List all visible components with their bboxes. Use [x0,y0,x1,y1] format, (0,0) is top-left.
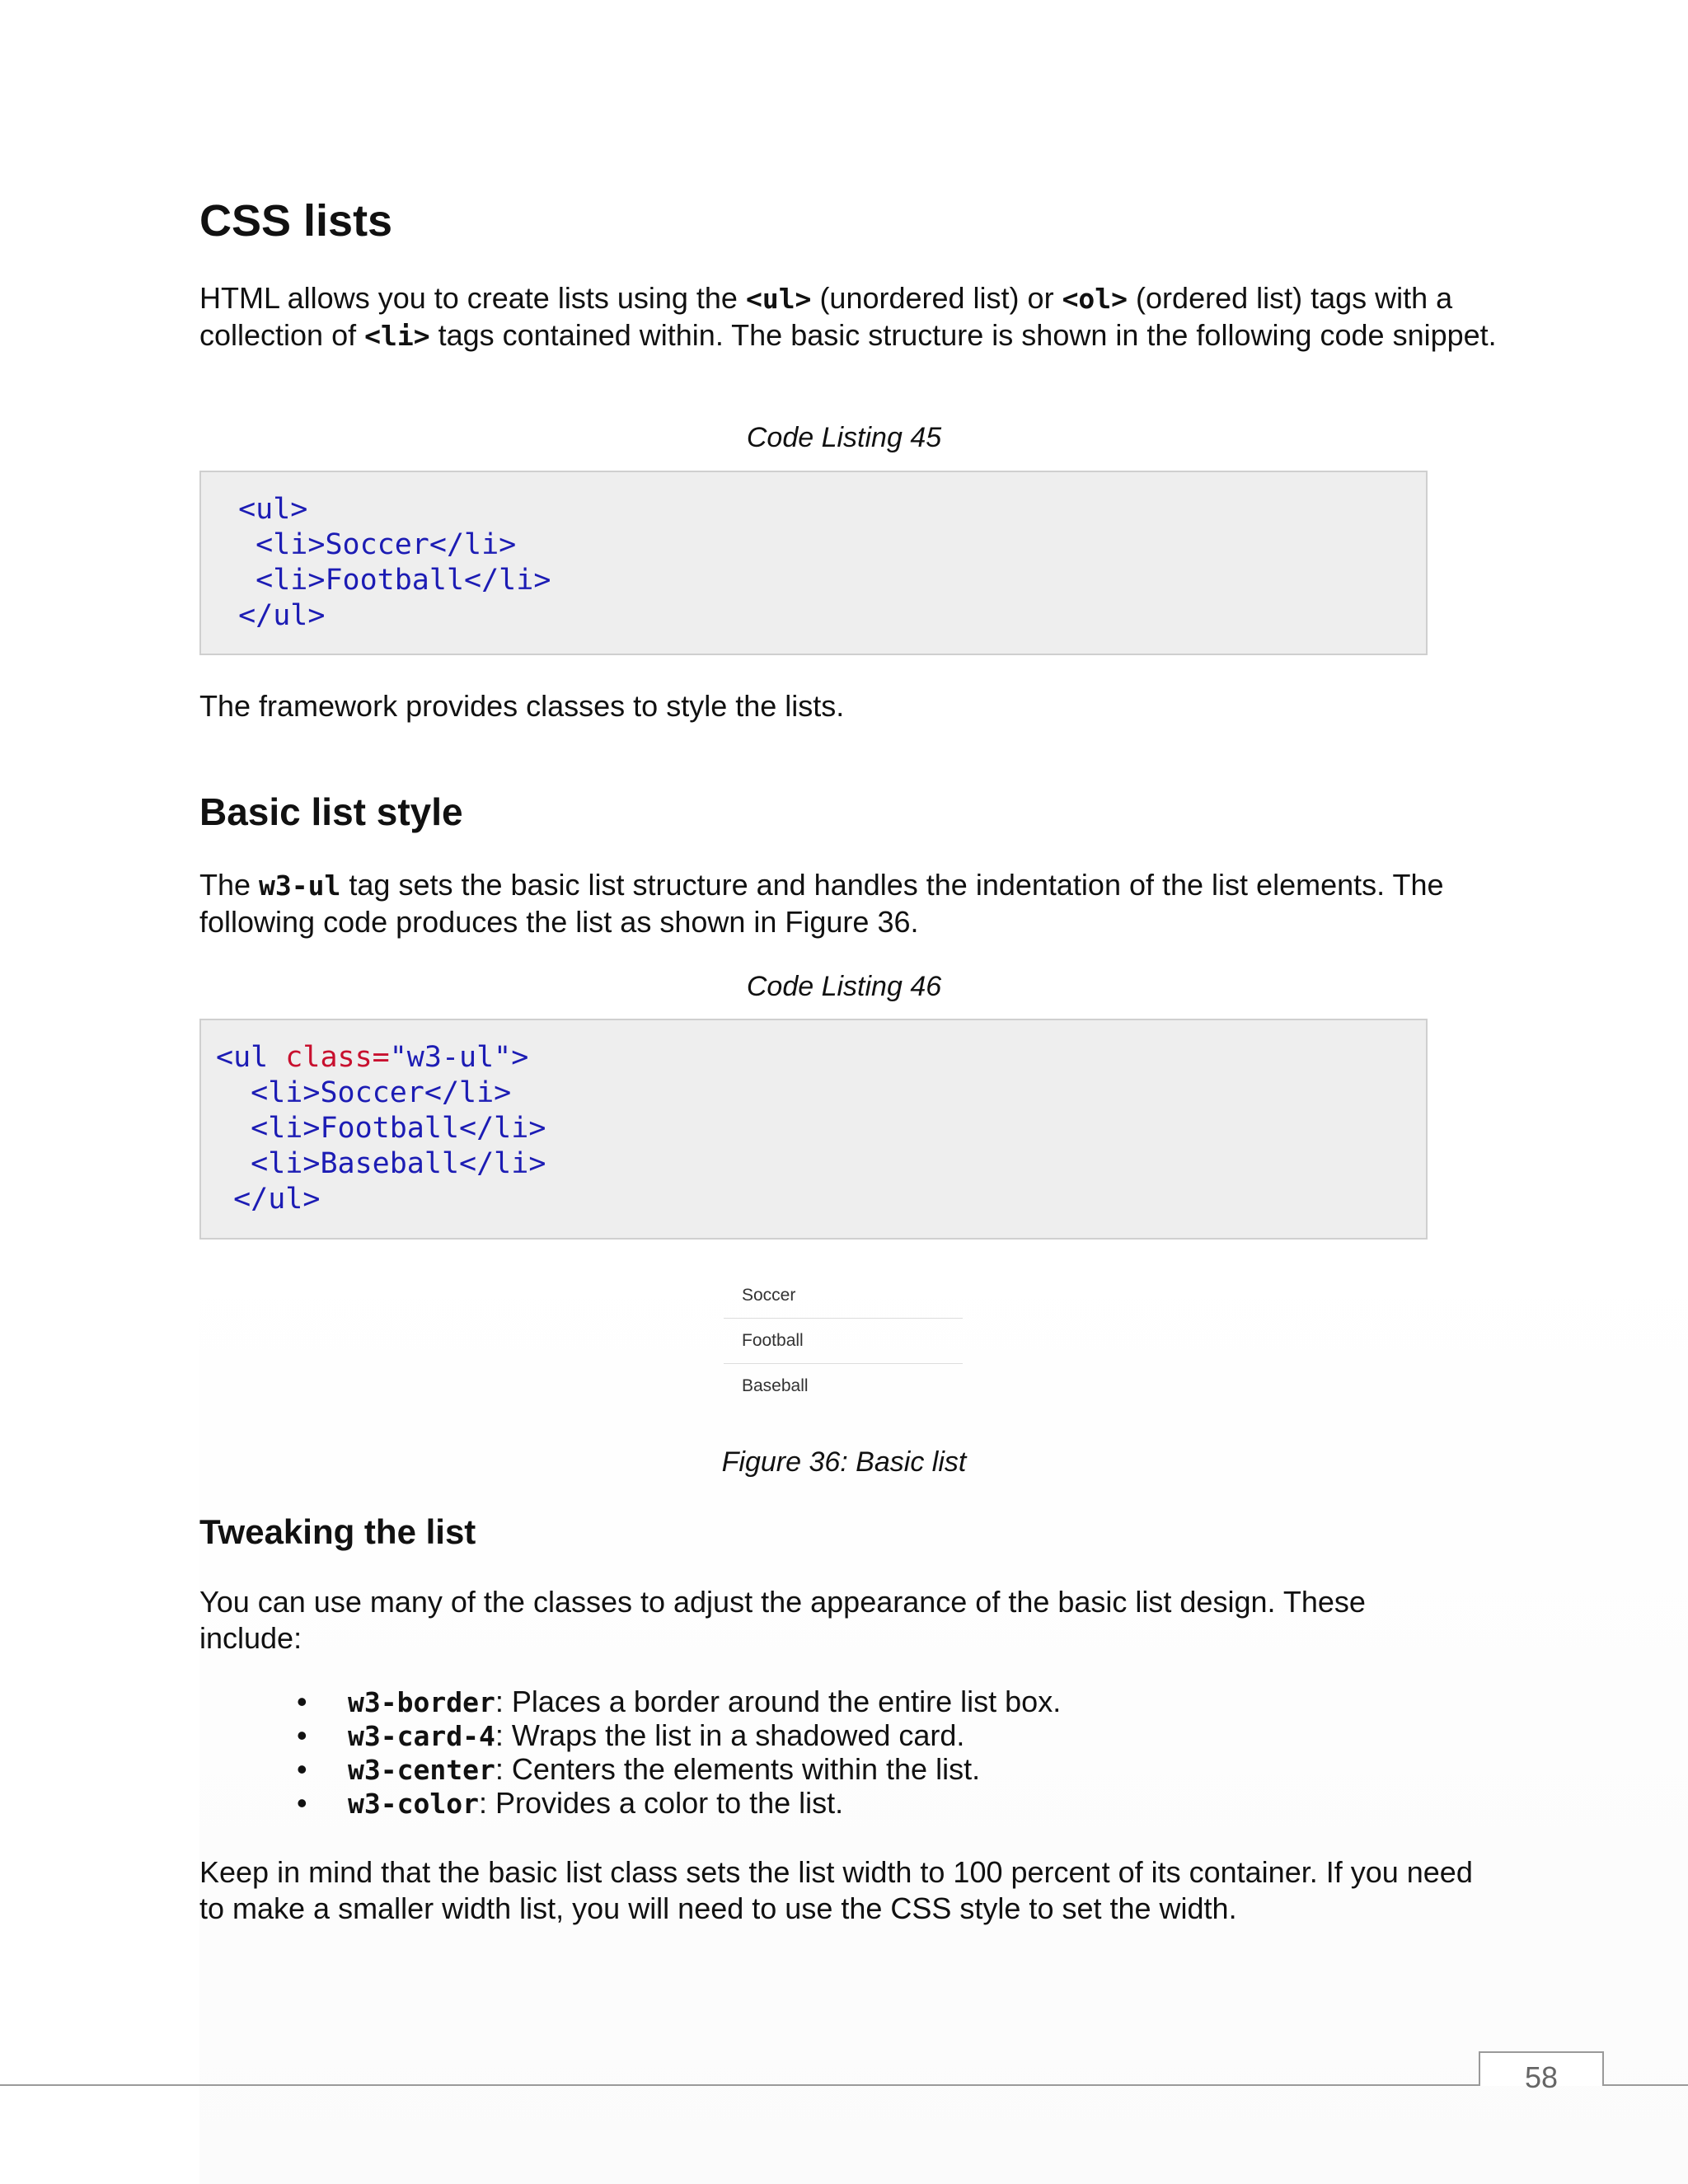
page-number: 58 [1524,2060,1559,2094]
inline-code-ul: <ul> [745,283,812,315]
figure-36-list [724,1273,963,1408]
bullet-item [297,1753,1061,1787]
inline-code-w3-ul: w3-ul [259,869,341,902]
bullet-text: : Provides a color to the list. [478,1786,844,1820]
code-line: <li>Football</li> [256,564,551,597]
intro-text-1: HTML allows you to create lists using the [199,281,746,315]
intro-text-4: tags contained within. The basic structure is shown in the following code snippet. [429,318,1497,352]
bullet-dot-icon: • [297,1786,307,1820]
figure-list-item: Soccer [724,1273,963,1319]
bullet-dot-icon: • [297,1752,307,1786]
code-line: <ul class="w3-ul"> [216,1041,529,1074]
bullet-code: w3-border [348,1686,495,1718]
bullet-dot-icon: • [297,1685,307,1718]
bullet-item [297,1787,1061,1821]
basic-text-1: The [199,868,260,902]
code-line: <li>Soccer</li> [251,1076,512,1109]
bullet-code: w3-color [348,1788,479,1820]
code-listing-45 [199,471,1428,655]
inline-code-li: <li> [364,320,430,352]
figure-list-item: Baseball [742,1376,809,1395]
code-block-45 [221,492,1426,634]
bullet-text: : Wraps the list in a shadowed card. [495,1718,965,1752]
figure-36-caption: Figure 36: Basic list [721,1446,967,1478]
code-listing-45-caption: Code Listing 45 [746,422,942,453]
code-line: <li>Soccer</li> [256,528,517,561]
bullet-text: : Centers the elements within the list. [495,1752,981,1786]
bullet-text: : Places a border around the entire list box. [495,1685,1062,1718]
framework-text: The framework provides classes to style the lists. [199,689,845,723]
intro-text-2: (unordered list) or [811,281,1062,315]
basic-paragraph [199,867,1502,940]
basic-list-heading: Basic list style [199,790,463,833]
code-line: <li>Football</li> [251,1112,546,1145]
class-bullet-list [297,1685,1061,1821]
code-line: <ul> [238,493,308,526]
bullet-code: w3-card-4 [348,1720,495,1752]
code-listing-46-caption: Code Listing 46 [746,971,942,1002]
footer-rule [0,2084,1688,2086]
inline-code-ol: <ol> [1062,283,1128,315]
closing-paragraph: Keep in mind that the basic list class sets the list width to 100 percent of its container. If you need to make a smaller width list, you will need to use the CSS style to set the width. [199,1855,1473,1925]
basic-text-2: tag sets the basic list structure and handles the indentation of the list elements. The following code produces the list as shown in Figure 36. [199,868,1444,939]
code-block-46 [216,1040,1426,1217]
code-line: </ul> [233,1183,321,1216]
section-title: CSS lists [199,196,393,246]
code-listing-46 [199,1019,1428,1240]
bullet-item [297,1719,1061,1753]
tweak-paragraph: You can use many of the classes to adjust the appearance of the basic list design. These include: [199,1585,1366,1655]
tweaking-heading: Tweaking the list [199,1512,476,1551]
figure-list-item: Football [724,1319,963,1364]
intro-text-3: (ordered list) tags with a collection of [199,281,1453,352]
bullet-code: w3-center [348,1754,495,1786]
code-line: </ul> [238,599,326,632]
bullet-item [297,1685,1061,1719]
intro-paragraph [199,280,1502,354]
bullet-dot-icon: • [297,1718,307,1752]
code-line: <li>Baseball</li> [251,1147,546,1180]
